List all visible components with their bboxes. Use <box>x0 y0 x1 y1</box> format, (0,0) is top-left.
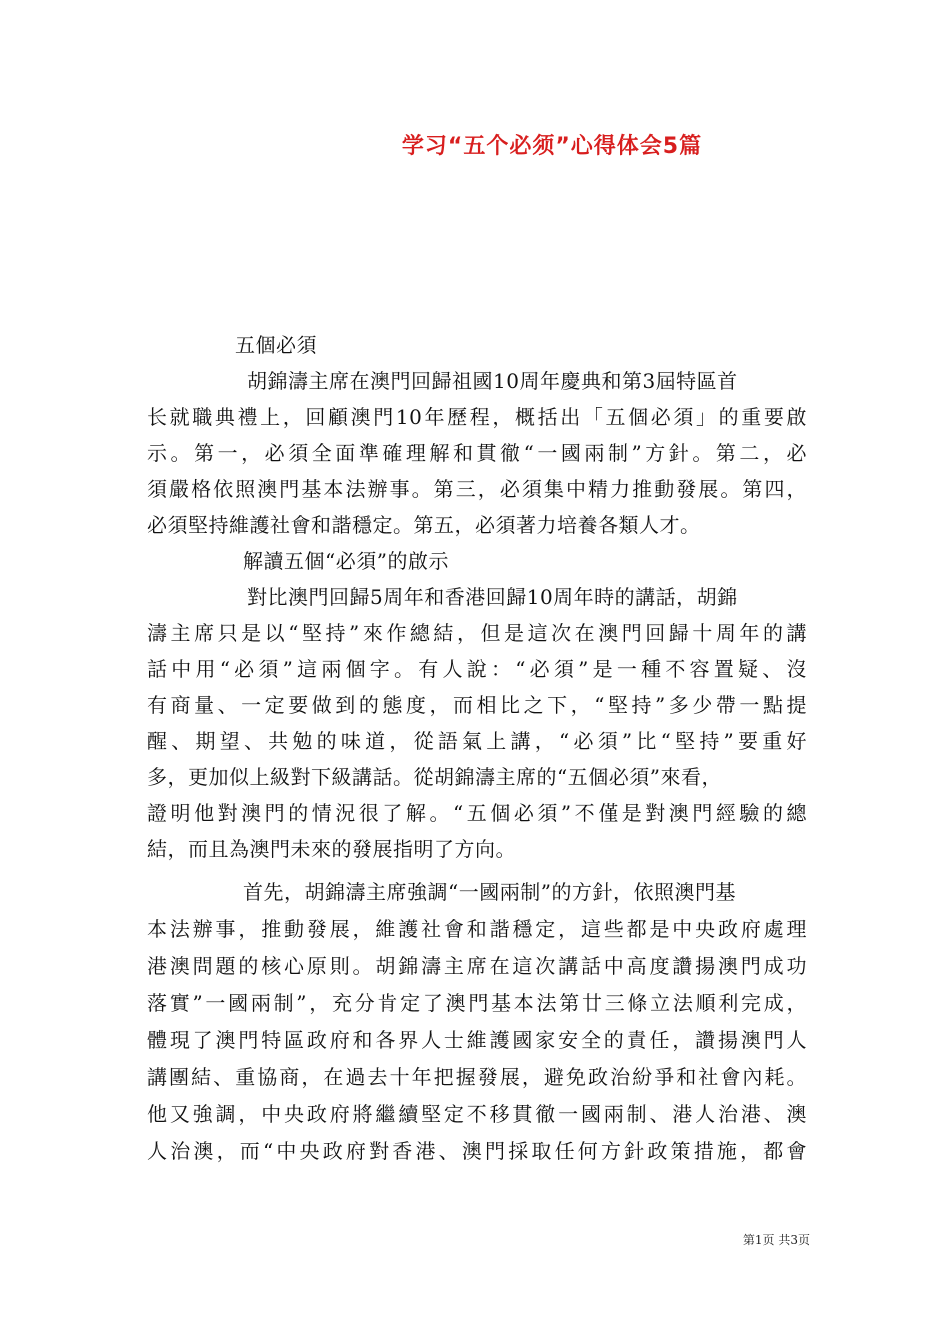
paragraph-line: 話中用“必須”這兩個字。有人說：“必須”是一種不容置疑、沒 <box>147 657 807 681</box>
paragraph-line: 結，而且為澳門未來的發展指明了方向。 <box>147 837 516 861</box>
paragraph-line: 本法辦事，推動發展，維護社會和諧穩定，這些都是中央政府處理 <box>147 917 807 941</box>
paragraph-line: 示。第一，必須全面準確理解和貫徹“一國兩制”方針。第二，必 <box>147 441 807 465</box>
paragraph-line: 他又強調，中央政府將繼續堅定不移貫徹一國兩制、港人治港、澳 <box>147 1102 807 1126</box>
paragraph-line: 港澳問題的核心原則。胡錦濤主席在這次講話中高度讚揚澳門成功 <box>147 954 807 978</box>
paragraph-line: 胡錦濤主席在澳門回歸祖國10周年慶典和第3屆特區首 <box>247 369 738 393</box>
paragraph-line: 必須堅持維護社會和諧穩定。第五，必須著力培養各類人才。 <box>147 513 701 537</box>
page-title: 学习“五个必须”心得体会5篇 <box>401 134 703 159</box>
paragraph-line: 證明他對澳門的情況很了解。“五個必須”不僅是對澳門經驗的總 <box>147 801 807 825</box>
paragraph-line: 濤主席只是以“堅持”來作總結，但是這次在澳門回歸十周年的講 <box>147 621 807 645</box>
paragraph-line: 有商量、一定要做到的態度，而相比之下，“堅持”多少帶一點提 <box>147 693 807 717</box>
section-heading: 五個必須 <box>235 333 317 357</box>
paragraph-line: 长就職典禮上，回顧澳門10年歷程，概括出「五個必須」的重要啟 <box>147 405 807 429</box>
paragraph-line: 須嚴格依照澳門基本法辦事。第三，必須集中精力推動發展。第四， <box>147 477 807 501</box>
section-heading: 解讀五個“必須”的啟示 <box>243 549 449 573</box>
paragraph-line: 落實”一國兩制”，充分肯定了澳門基本法第廿三條立法順利完成， <box>147 991 807 1015</box>
paragraph-line: 體現了澳門特區政府和各界人士維護國家安全的責任，讚揚澳門人 <box>147 1028 807 1052</box>
paragraph-line: 對比澳門回歸5周年和香港回歸10周年時的講話，胡錦 <box>247 585 738 609</box>
paragraph-line: 多，更加似上級對下級講話。從胡錦濤主席的“五個必須”來看， <box>147 765 722 789</box>
paragraph-line: 首先，胡錦濤主席強調“一國兩制”的方針，依照澳門基 <box>243 880 736 904</box>
paragraph-line: 人治澳，而“中央政府對香港、澳門採取任何方針政策措施，都會 <box>147 1139 807 1163</box>
paragraph-line: 醒、期望、共勉的味道，從語氣上講，“必須”比“堅持”要重好 <box>147 729 807 753</box>
paragraph-line: 講團結、重協商，在過去十年把握發展，避免政治紛爭和社會內耗。 <box>147 1065 807 1089</box>
page-footer: 第1页 共3页 <box>742 1233 810 1247</box>
